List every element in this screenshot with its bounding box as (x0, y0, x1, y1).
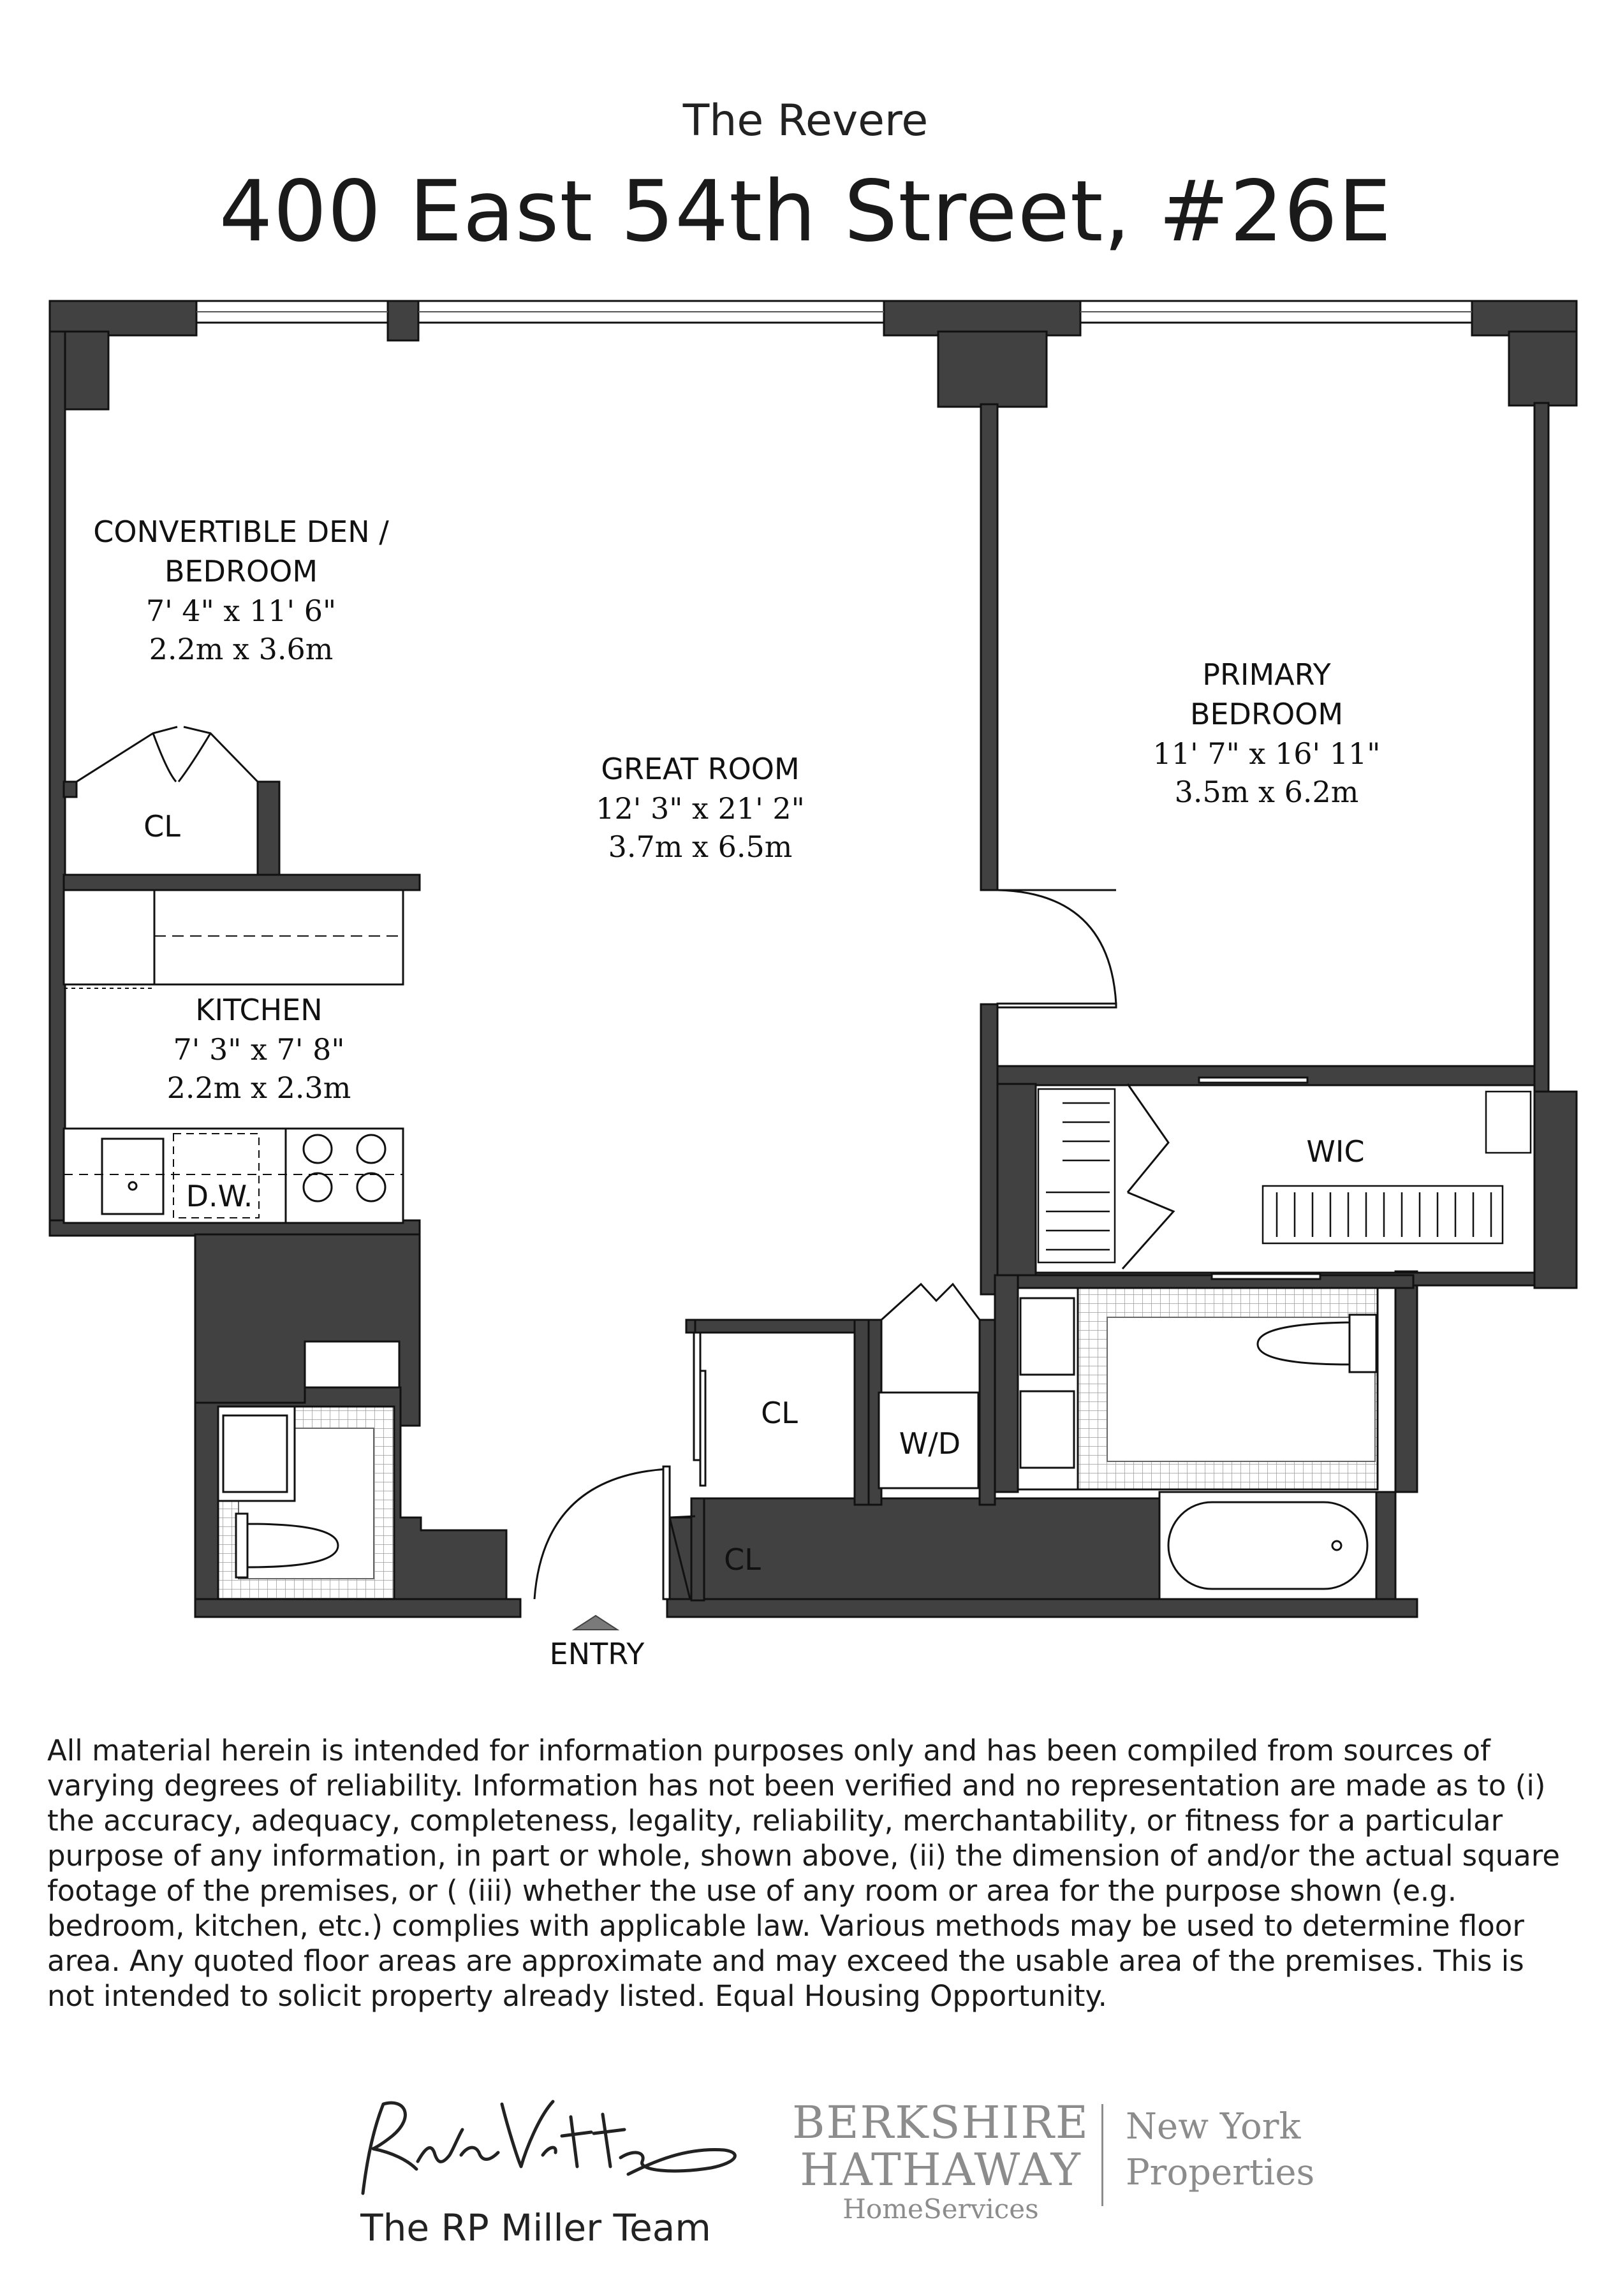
wic-left-block (997, 1084, 1036, 1275)
bedroom-door-leaf (997, 1004, 1116, 1007)
entry-closet-wall (691, 1498, 704, 1600)
primary-dim-m: 3.5m x 6.2m (1174, 775, 1359, 809)
primary-name-line2: BEDROOM (1189, 697, 1344, 731)
brand-region (1126, 2104, 1314, 2196)
top-wall-pier (388, 301, 418, 340)
hall-closet-right (855, 1320, 869, 1505)
den-closet-stub-left (64, 782, 77, 797)
hall-closet-top (691, 1320, 857, 1333)
kitchen-dim-m: 2.2m x 2.3m (166, 1071, 351, 1105)
wic-door-bottom (1212, 1274, 1320, 1279)
powder-room (218, 1407, 394, 1599)
page-title: 400 East 54th Street, #26E (219, 163, 1392, 261)
entry-closet-label: CL (724, 1542, 761, 1577)
den-dim-m: 2.2m x 3.6m (149, 632, 334, 666)
den-closet-door (77, 727, 258, 782)
building-name: The Revere (682, 96, 929, 146)
bottom-wall-left (195, 1599, 520, 1617)
primary-name-line1: PRIMARY (1202, 657, 1331, 692)
wd-right (980, 1320, 995, 1505)
partition-lower (981, 1004, 997, 1294)
great-room-dim-ft: 12' 3" x 21' 2" (596, 791, 805, 826)
hall-closet-left (686, 1320, 695, 1333)
corner-column-middle (938, 332, 1047, 407)
brand-line1: BERKSHIRE (792, 2096, 1089, 2149)
wd-door (881, 1284, 980, 1320)
dishwasher-label: D.W. (186, 1179, 253, 1213)
brand-divider (1101, 2104, 1103, 2206)
right-wall-lower (1534, 1092, 1577, 1288)
wic-door-top (1199, 1078, 1307, 1083)
brand-region-line1: New York (1126, 2106, 1301, 2147)
corner-column-right (1509, 332, 1577, 406)
den-name-line1: CONVERTIBLE DEN / (93, 515, 389, 549)
den-closet-wall (258, 782, 279, 877)
left-wall (50, 332, 65, 1224)
kitchen-name: KITCHEN (195, 993, 323, 1027)
signature (354, 2091, 749, 2200)
top-wall-left (50, 301, 196, 335)
bedroom-door (997, 890, 1116, 1004)
brand-line2: HATHAWAY (800, 2144, 1082, 2196)
wd-label: W/D (899, 1426, 961, 1461)
entry-arrow (574, 1616, 617, 1630)
den-kitchen-wall (64, 875, 420, 890)
right-wall (1534, 403, 1548, 1097)
brand-logo (791, 2096, 1091, 2225)
top-wall-middle (884, 301, 1080, 335)
kitchen-dim-ft: 7' 3" x 7' 8" (173, 1032, 345, 1067)
den-dim-ft: 7' 4" x 11' 6" (145, 594, 337, 628)
closet-rods (1038, 1089, 1531, 1262)
linen-closet-door (1122, 1084, 1173, 1269)
bath-left-wall (995, 1275, 1018, 1492)
top-wall-right (1472, 301, 1577, 335)
great-room-name: GREAT ROOM (601, 752, 800, 786)
brand-region-line2: Properties (1126, 2152, 1315, 2193)
windows (196, 301, 1472, 323)
disclaimer: All material herein is intended for information purposes only and has been compiled from sources of varying degrees of reliability. Information has not been verified and no representation are made as to (i) the accuracy, adequacy, completeness, legality, reliability, merchantability, or fitness for a particular purpose of any information, in part or whole, shown above, (ii) the dimension of and/or the actual square footage of the premises, or ( (iii) whether the use of any room or area for the purpose shown (e.g. bedroom, kitchen, etc.) complies with applicable law. Various methods may be used to determine floor area. Any quoted floor areas are approximate and may exceed the usable area of the premises. This is not intended to solicit property already listed. Equal Housing Opportunity. (47, 1734, 1560, 2013)
wic-label: WIC (1306, 1134, 1365, 1169)
brand-line3: HomeServices (842, 2193, 1039, 2225)
entry-door-leaf (663, 1466, 670, 1599)
bottom-wall-right (667, 1599, 1417, 1617)
primary-dim-ft: 11' 7" x 16' 11" (1152, 736, 1381, 771)
entry-door (534, 1469, 667, 1599)
team-name: The RP Miller Team (360, 2206, 711, 2249)
den-name-line2: BEDROOM (164, 554, 318, 589)
great-room-dim-m: 3.7m x 6.5m (608, 830, 793, 864)
entry-label: ENTRY (549, 1637, 645, 1671)
den-closet-label: CL (143, 809, 180, 844)
hall-closet-label: CL (761, 1396, 798, 1430)
upper-cabinet (64, 890, 403, 984)
partition-upper (981, 404, 997, 890)
